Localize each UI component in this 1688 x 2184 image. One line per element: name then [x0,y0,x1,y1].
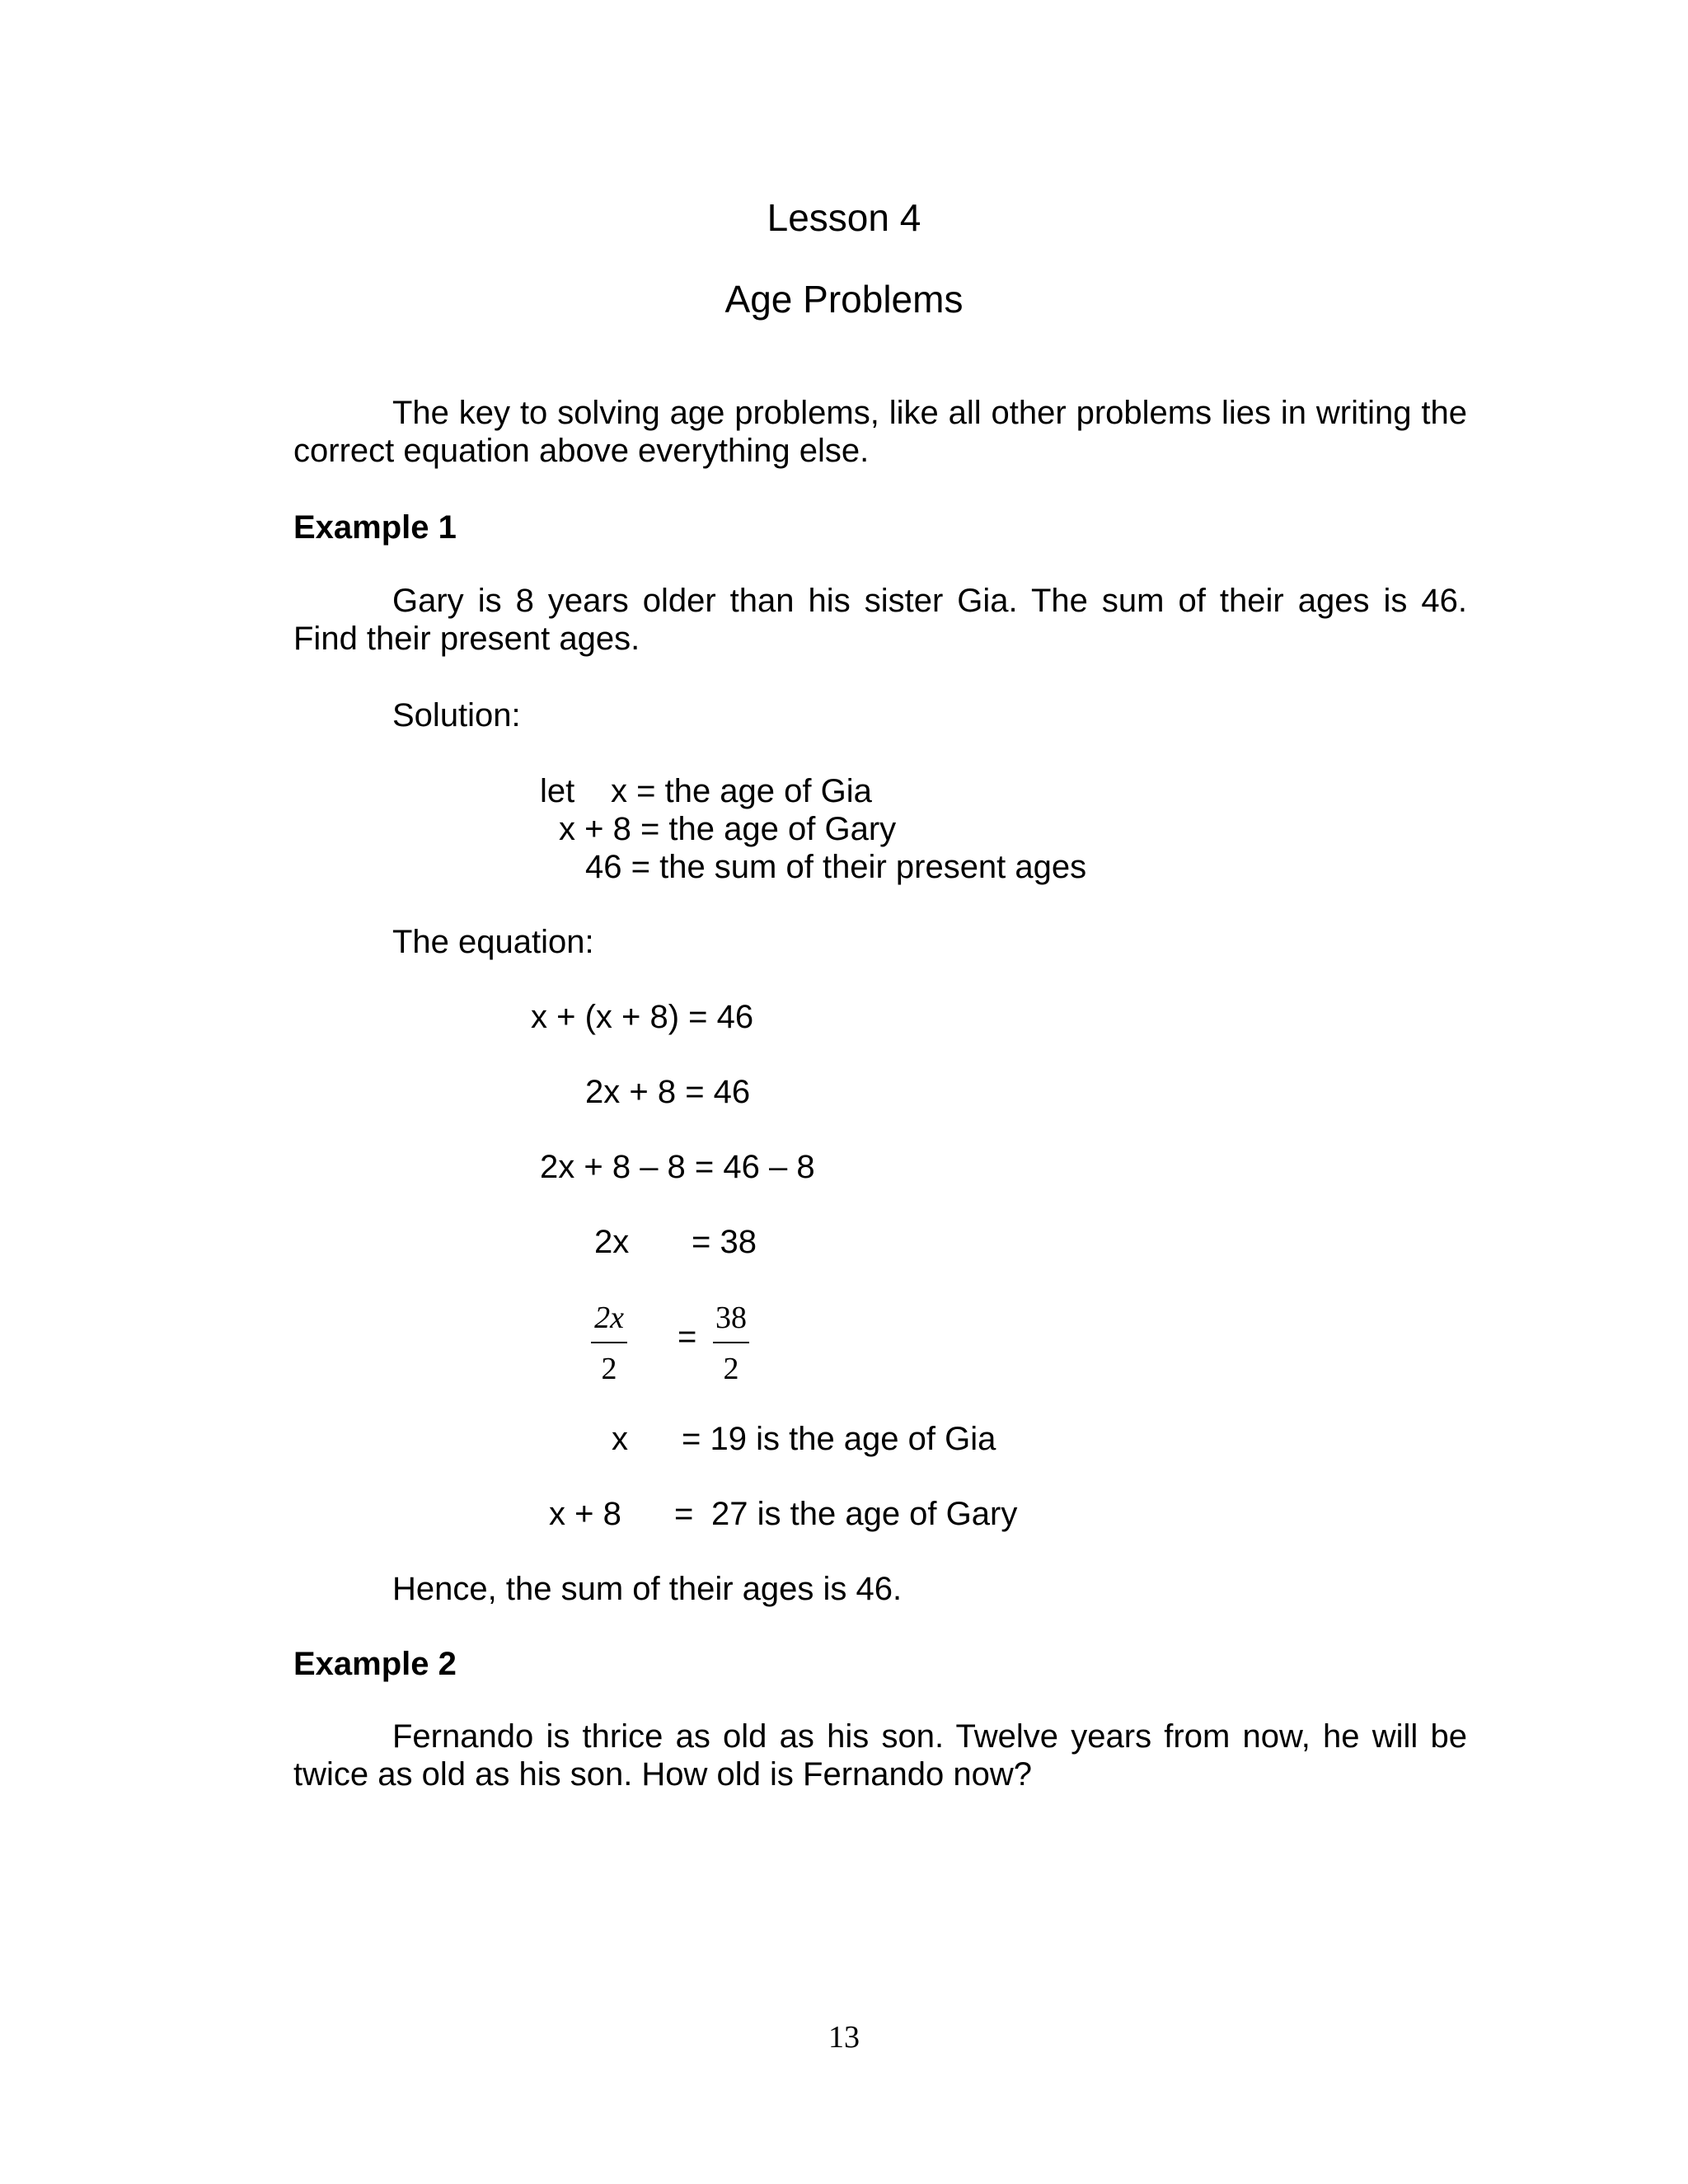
fraction-denominator: 2 [601,1352,617,1386]
fraction-numerator: 38 [715,1301,747,1335]
let-line: x = the age of Gia [611,773,872,809]
page-number: 13 [828,2020,860,2055]
result-x8-equals: = [674,1496,694,1532]
let-line: 46 = the sum of their present ages [585,849,1087,885]
solution-label: Solution: [392,697,521,733]
result-x8-right: 27 is the age of Gary [711,1496,1018,1532]
fraction-right [698,1302,764,1385]
lesson-title: Lesson 4 [767,196,921,239]
equation-step: x + (x + 8) = 46 [531,999,754,1035]
intro-paragraph: The key to solving age problems, like all other problems lies in writing the correct equation above everything else. [293,395,1467,469]
equation-label: The equation: [392,924,594,960]
equation-step: 2x + 8 = 46 [585,1074,751,1110]
example2-heading: Example 2 [293,1646,457,1682]
result-x-right: = 19 is the age of Gia [682,1421,996,1457]
let-line: x + 8 = the age of Gary [559,811,897,847]
conclusion: Hence, the sum of their ages is 46. [392,1571,903,1607]
result-x-left: x [612,1421,628,1457]
result-x8-left: x + 8 [549,1496,621,1532]
example1-heading: Example 1 [293,509,457,546]
fraction-numerator: 2x [594,1301,624,1335]
example1-problem: Gary is 8 years older than his sister Gia. The sum of their ages is 46. Find their present ages. [293,583,1467,657]
lesson-subtitle: Age Problems [724,278,964,321]
fraction-left [576,1302,642,1385]
equation-step-right: = 38 [692,1224,757,1260]
let-word: let [540,773,575,809]
equation-step: 2x + 8 – 8 = 46 – 8 [540,1149,815,1185]
equation-step-left: 2x [594,1224,630,1260]
fraction-equals: = [678,1319,697,1355]
fraction-denominator: 2 [723,1352,739,1386]
example2-problem: Fernando is thrice as old as his son. Twelve years from now, he will be twice as old as his son. How old is Fernando now? [293,1718,1467,1793]
